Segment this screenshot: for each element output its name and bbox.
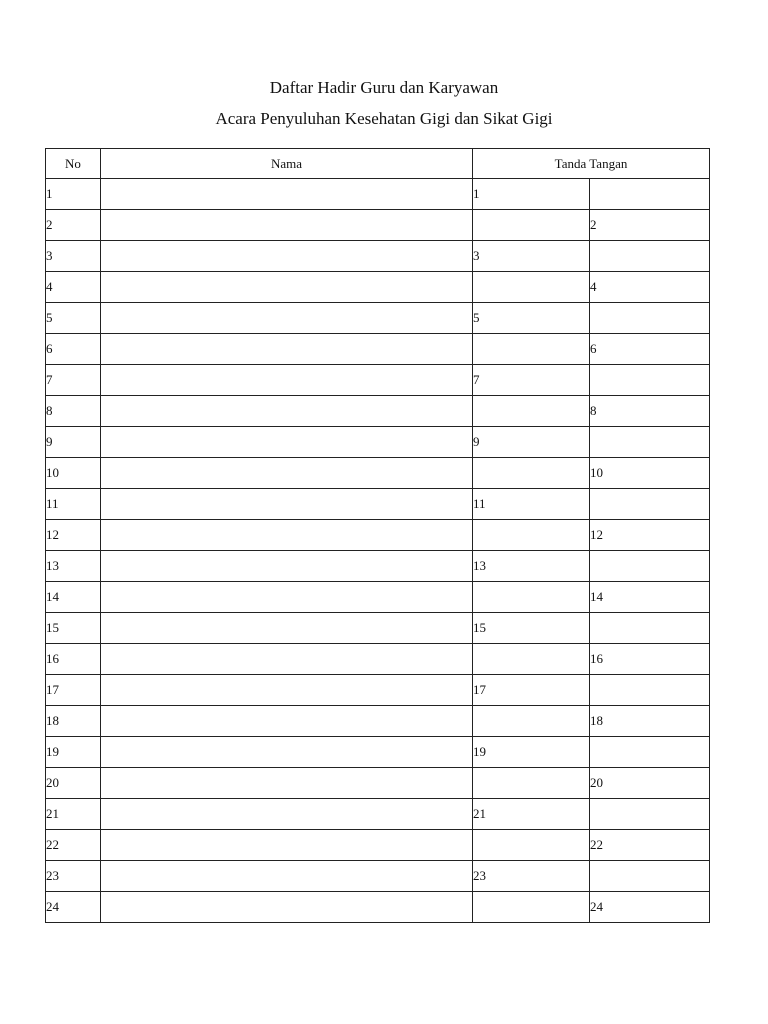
signature-cell-right[interactable]: [590, 799, 710, 830]
signature-cell-right[interactable]: 10: [590, 458, 710, 489]
name-cell[interactable]: [101, 551, 473, 582]
row-number: 14: [46, 582, 101, 613]
signature-cell-left[interactable]: 19: [473, 737, 590, 768]
attendance-table: [45, 148, 710, 923]
signature-cell-right[interactable]: [590, 489, 710, 520]
signature-cell-left[interactable]: 9: [473, 427, 590, 458]
signature-cell-left[interactable]: [473, 582, 590, 613]
document-subtitle: Acara Penyuluhan Kesehatan Gigi dan Sikat Gigi: [215, 109, 553, 128]
name-cell[interactable]: [101, 210, 473, 241]
row-number: 12: [46, 520, 101, 551]
table-row: [46, 551, 710, 582]
signature-cell-left[interactable]: 11: [473, 489, 590, 520]
name-cell[interactable]: [101, 427, 473, 458]
table-row: [46, 830, 710, 861]
name-cell[interactable]: [101, 737, 473, 768]
signature-cell-left[interactable]: [473, 892, 590, 923]
signature-cell-right[interactable]: 24: [590, 892, 710, 923]
signature-cell-left[interactable]: 3: [473, 241, 590, 272]
row-number: 16: [46, 644, 101, 675]
name-cell[interactable]: [101, 303, 473, 334]
table-row: [46, 303, 710, 334]
signature-cell-left[interactable]: 23: [473, 861, 590, 892]
name-cell[interactable]: [101, 706, 473, 737]
table-row: [46, 675, 710, 706]
name-cell[interactable]: [101, 768, 473, 799]
name-cell[interactable]: [101, 458, 473, 489]
row-number: 2: [46, 210, 101, 241]
row-number: 10: [46, 458, 101, 489]
document-title: Daftar Hadir Guru dan Karyawan: [269, 78, 499, 97]
name-cell[interactable]: [101, 520, 473, 551]
signature-cell-right[interactable]: [590, 365, 710, 396]
table-body: [46, 179, 710, 923]
table-row: [46, 737, 710, 768]
table-row: [46, 644, 710, 675]
row-number: 5: [46, 303, 101, 334]
row-number: 17: [46, 675, 101, 706]
signature-cell-left[interactable]: [473, 334, 590, 365]
signature-cell-left[interactable]: 17: [473, 675, 590, 706]
signature-cell-left[interactable]: [473, 520, 590, 551]
signature-cell-left[interactable]: [473, 830, 590, 861]
row-number: 1: [46, 179, 101, 210]
signature-cell-right[interactable]: 14: [590, 582, 710, 613]
table-row: [46, 520, 710, 551]
signature-cell-right[interactable]: [590, 613, 710, 644]
row-number: 6: [46, 334, 101, 365]
signature-cell-right[interactable]: [590, 737, 710, 768]
signature-cell-left[interactable]: [473, 458, 590, 489]
table-row: [46, 458, 710, 489]
signature-cell-right[interactable]: [590, 303, 710, 334]
table-row: [46, 799, 710, 830]
signature-cell-left[interactable]: 5: [473, 303, 590, 334]
signature-cell-left[interactable]: 15: [473, 613, 590, 644]
name-cell[interactable]: [101, 892, 473, 923]
table-row: [46, 582, 710, 613]
row-number: 18: [46, 706, 101, 737]
row-number: 21: [46, 799, 101, 830]
row-number: 8: [46, 396, 101, 427]
signature-cell-left[interactable]: [473, 396, 590, 427]
name-cell[interactable]: [101, 334, 473, 365]
table-row: [46, 489, 710, 520]
row-number: 15: [46, 613, 101, 644]
name-cell[interactable]: [101, 241, 473, 272]
name-cell[interactable]: [101, 365, 473, 396]
signature-cell-right[interactable]: 18: [590, 706, 710, 737]
signature-cell-right[interactable]: [590, 675, 710, 706]
name-cell[interactable]: [101, 830, 473, 861]
name-cell[interactable]: [101, 582, 473, 613]
table-row: [46, 210, 710, 241]
table-row: [46, 179, 710, 210]
table-row: [46, 365, 710, 396]
table-row: [46, 241, 710, 272]
signature-cell-left[interactable]: [473, 768, 590, 799]
name-cell[interactable]: [101, 799, 473, 830]
row-number: 19: [46, 737, 101, 768]
row-number: 13: [46, 551, 101, 582]
row-number: 4: [46, 272, 101, 303]
signature-cell-right[interactable]: 20: [590, 768, 710, 799]
signature-cell-left[interactable]: 7: [473, 365, 590, 396]
signature-cell-right[interactable]: 22: [590, 830, 710, 861]
table-row: [46, 706, 710, 737]
table-row: [46, 768, 710, 799]
table-row: [46, 396, 710, 427]
name-cell[interactable]: [101, 861, 473, 892]
signature-cell-left[interactable]: [473, 706, 590, 737]
row-number: 7: [46, 365, 101, 396]
row-number: 3: [46, 241, 101, 272]
header-nama: Nama: [101, 149, 473, 179]
signature-cell-left[interactable]: 13: [473, 551, 590, 582]
signature-cell-right[interactable]: 8: [590, 396, 710, 427]
name-cell[interactable]: [101, 489, 473, 520]
name-cell[interactable]: [101, 179, 473, 210]
row-number: 22: [46, 830, 101, 861]
signature-cell-left[interactable]: 1: [473, 179, 590, 210]
signature-cell-right[interactable]: [590, 241, 710, 272]
row-number: 23: [46, 861, 101, 892]
name-cell[interactable]: [101, 272, 473, 303]
signature-cell-left[interactable]: [473, 644, 590, 675]
signature-cell-right[interactable]: [590, 861, 710, 892]
name-cell[interactable]: [101, 675, 473, 706]
row-number: 9: [46, 427, 101, 458]
signature-cell-right[interactable]: 16: [590, 644, 710, 675]
signature-cell-left[interactable]: 21: [473, 799, 590, 830]
signature-cell-right[interactable]: 6: [590, 334, 710, 365]
table-row: [46, 861, 710, 892]
signature-cell-right[interactable]: [590, 427, 710, 458]
signature-cell-right[interactable]: [590, 179, 710, 210]
name-cell[interactable]: [101, 613, 473, 644]
signature-cell-right[interactable]: 4: [590, 272, 710, 303]
table-header-row: [46, 149, 710, 179]
table-row: [46, 892, 710, 923]
header-no: No: [46, 149, 101, 179]
name-cell[interactable]: [101, 644, 473, 675]
row-number: 24: [46, 892, 101, 923]
signature-cell-left[interactable]: [473, 272, 590, 303]
signature-cell-right[interactable]: 12: [590, 520, 710, 551]
header-tanda-tangan: Tanda Tangan: [473, 149, 710, 179]
row-number: 11: [46, 489, 101, 520]
name-cell[interactable]: [101, 396, 473, 427]
table-row: [46, 334, 710, 365]
row-number: 20: [46, 768, 101, 799]
signature-cell-left[interactable]: [473, 210, 590, 241]
table-row: [46, 427, 710, 458]
table-row: [46, 613, 710, 644]
table-row: [46, 272, 710, 303]
signature-cell-right[interactable]: [590, 551, 710, 582]
signature-cell-right[interactable]: 2: [590, 210, 710, 241]
